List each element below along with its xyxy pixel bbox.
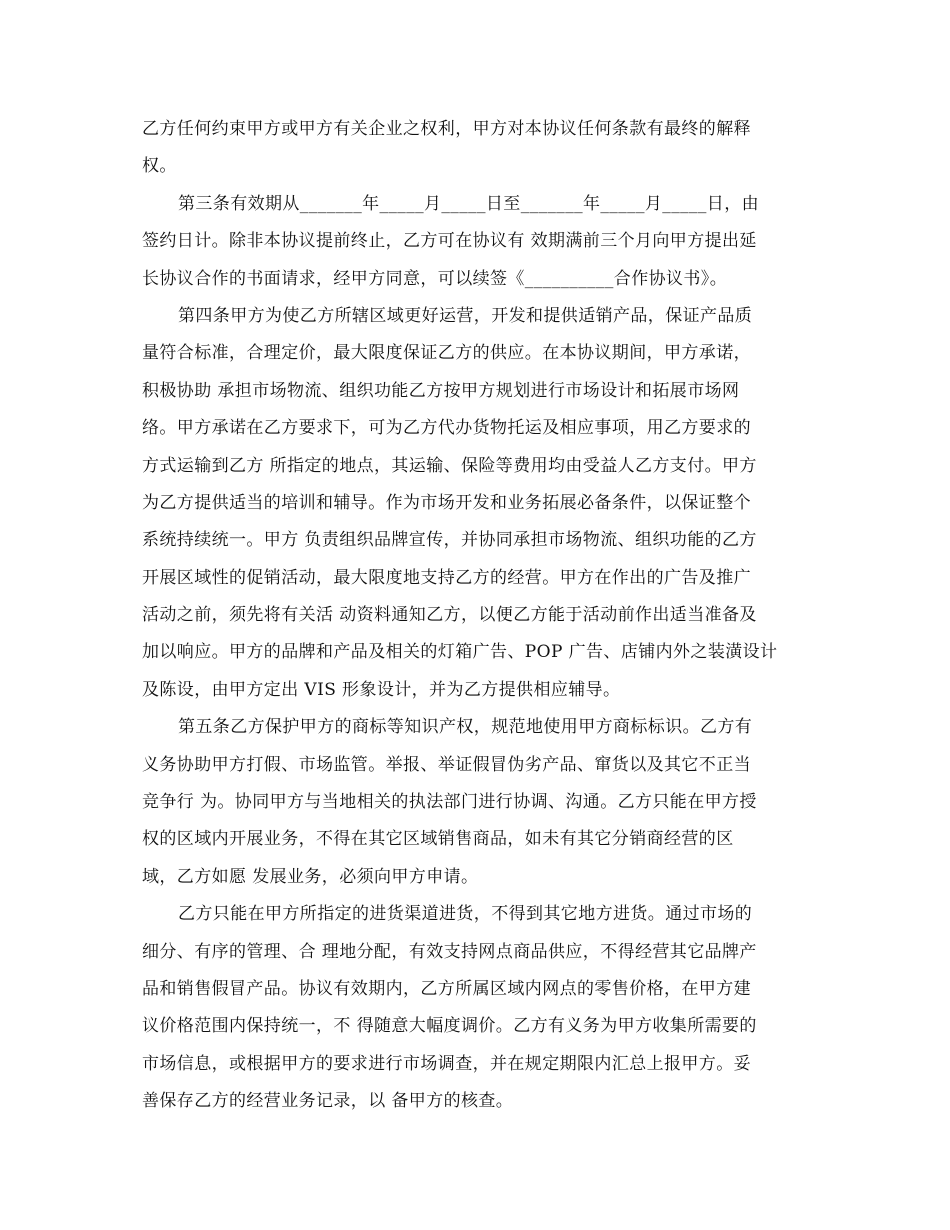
text-line: 长协议合作的书面请求，经甲方同意，可以续签《__________合作协议书》。 (142, 268, 728, 289)
text-line: 积极协助 承担市场物流、组织功能乙方按甲方规划进行市场设计和拓展市场网 (142, 380, 740, 401)
text-line: 量符合标准，合理定价，最大限度保证乙方的供应。在本协议期间，甲方承诺， (142, 343, 751, 364)
text-line: 善保存乙方的经营业务记录，以 备甲方的核查。 (142, 1091, 514, 1112)
document-body (142, 111, 810, 1121)
text-line: 义务协助甲方打假、市场监管。举报、举证假冒伪劣产品、窜货以及其它不正当 (142, 754, 751, 775)
text-line: 为乙方提供适当的培训和辅导。作为市场开发和业务拓展必备条件，以保证整个 (142, 492, 751, 513)
text-line: 签约日计。除非本协议提前终止，乙方可在协议有 效期满前三个月向甲方提出延 (142, 231, 757, 252)
paragraph-start-line: 乙方只能在甲方所指定的进货渠道进货，不得到其它地方进货。通过市场的 (178, 904, 753, 925)
article-4-line: 第四条甲方为使乙方所辖区域更好运营，开发和提供适销产品，保证产品质 (178, 305, 753, 326)
text-line: 方式运输到乙方 所指定的地点，其运输、保险等费用均由受益人乙方支付。甲方 (142, 455, 757, 476)
text-line: 议价格范围内保持统一，不 得随意大幅度调价。乙方有义务为甲方收集所需要的 (142, 1016, 757, 1037)
text-line: 活动之前，须先将有关活 动资料通知乙方，以便乙方能于活动前作出适当准备及 (142, 605, 757, 626)
text-line: 及陈设，由甲方定出 VIS 形象设计，并为乙方提供相应辅导。 (142, 679, 621, 700)
article-5-line: 第五条乙方保护甲方的商标等知识产权，规范地使用甲方商标标识。乙方有 (178, 717, 753, 738)
text-line: 竞争行 为。协同甲方与当地相关的执法部门进行协调、沟通。乙方只能在甲方授 (142, 792, 757, 813)
text-line: 权。 (142, 156, 177, 177)
text-line: 系统持续统一。甲方 负责组织品牌宣传，并协同承担市场物流、组织功能的乙方 (142, 530, 757, 551)
text-line: 加以响应。甲方的品牌和产品及相关的灯箱广告、POP 广告、店铺内外之装潢设计 (142, 642, 778, 663)
text-line: 细分、有序的管理、合 理地分配，有效支持网点商品供应，不得经营其它品牌产 (142, 941, 757, 962)
text-line: 络。甲方承诺在乙方要求下，可为乙方代办货物托运及相应事项，用乙方要求的 (142, 418, 751, 439)
article-3-line: 第三条有效期从_______年_____月_____日至_______年_____月_____日，由 (178, 193, 759, 214)
text-line: 开展区域性的促销活动，最大限度地支持乙方的经营。甲方在作出的广告及推广 (142, 567, 751, 588)
text-line: 品和销售假冒产品。协议有效期内，乙方所属区域内网点的零售价格，在甲方建 (142, 978, 751, 999)
text-line: 市场信息，或根据甲方的要求进行市场调查，并在规定期限内汇总上报甲方。妥 (142, 1053, 751, 1074)
text-line: 权的区域内开展业务，不得在其它区域销售商品，如未有其它分销商经营的区 (142, 829, 734, 850)
text-line: 域，乙方如愿 发展业务，必须向甲方申请。 (142, 866, 479, 887)
text-line: 乙方任何约束甲方或甲方有关企业之权利，甲方对本协议任何条款有最终的解释 (142, 119, 751, 139)
